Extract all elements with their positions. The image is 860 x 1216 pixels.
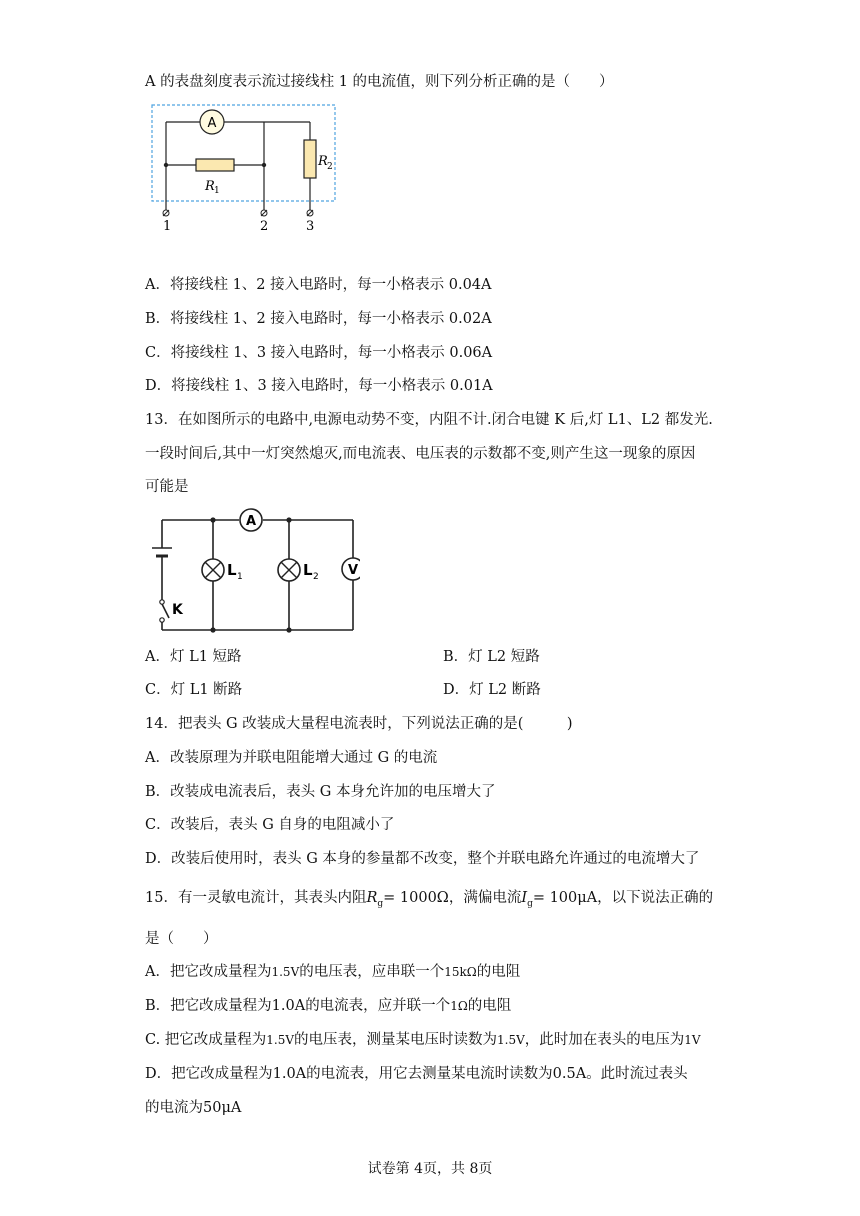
svg-text:2: 2 <box>327 162 333 172</box>
q14-option-d: D．改装后使用时，表头 G 本身的参量都不改变，整个并联电路允许通过的电流增大了 <box>145 851 700 867</box>
q13-circuit-figure <box>152 508 360 636</box>
svg-text:K: K <box>172 602 183 618</box>
q13-stem-line3: 可能是 <box>145 479 189 495</box>
svg-text:2: 2 <box>313 572 319 582</box>
q15-stem-line1: 15．有一灵敏电流计，其表头内阻$R_g= 1000\Omega$，满偏电流$I_g= 100\mu A$，以下说法正确的 <box>145 890 714 909</box>
switch-contact-top <box>160 600 164 604</box>
svg-text:R: R <box>318 154 328 169</box>
q13-stem-line1: 13．在如图所示的电路中,电源电动势不变，内阻不计.闭合电键 K 后,灯 L1、L2 都发光. <box>145 412 713 428</box>
q13-option-a: A．灯 L1 短路 <box>145 649 242 665</box>
q12-option-c: C．将接线柱 1、3 接入电路时，每一小格表示 0.06A <box>145 345 493 361</box>
q14-stem: 14．把表头 G 改装成大量程电流表时，下列说法正确的是( ) <box>145 716 573 732</box>
svg-text:3: 3 <box>306 219 315 234</box>
q15-option-d: D．把它改成量程为1.0A的电流表，用它去测量某电流时读数为0.5A。此时流过表头 <box>145 1066 688 1082</box>
svg-text:1: 1 <box>163 219 172 234</box>
q15-option-c: C. 把它改成量程为1.5V的电压表，测量某电压时读数为1.5V，此时加在表头的电压为1V <box>145 1032 701 1048</box>
svg-text:L: L <box>303 561 313 579</box>
q12-option-a: A．将接线柱 1、2 接入电路时，每一小格表示 0.04A <box>145 277 492 293</box>
q12-option-d: D．将接线柱 1、3 接入电路时，每一小格表示 0.01A <box>145 378 493 394</box>
q14-option-c: C．改装后，表头 G 自身的电阻减小了 <box>145 817 395 833</box>
page-footer: 试卷第 4页，共 8页 <box>367 1161 493 1177</box>
svg-text:A: A <box>207 116 217 131</box>
resistor-r1 <box>196 159 234 171</box>
q12-stem: A 的表盘刻度表示流过接线柱 1 的电流值，则下列分析正确的是（ ） <box>145 74 614 90</box>
q14-option-a: A．改装原理为并联电阻能增大通过 G 的电流 <box>145 750 438 766</box>
q13-option-b: B．灯 L2 短路 <box>443 649 540 665</box>
q13-stem-line2: 一段时间后,其中一灯突然熄灭,而电流表、电压表的示数都不变,则产生这一现象的原因 <box>145 446 696 462</box>
svg-text:R: R <box>205 179 215 194</box>
switch-contact-bottom <box>160 618 164 622</box>
q12-option-b: B．将接线柱 1、2 接入电路时，每一小格表示 0.02A <box>145 311 492 327</box>
q13-option-c: C．灯 L1 断路 <box>145 682 243 698</box>
q14-option-b: B．改装成电流表后，表头 G 本身允许加的电压增大了 <box>145 784 496 800</box>
svg-text:1: 1 <box>237 572 243 582</box>
resistor-r2 <box>304 140 316 178</box>
svg-text:L: L <box>227 561 237 579</box>
q12-circuit-figure <box>148 102 340 234</box>
q13-option-d: D．灯 L2 断路 <box>443 682 541 698</box>
q15-option-d-line2: 的电流为50μA <box>145 1100 242 1116</box>
q15-stem-line2: 是（ ） <box>145 931 218 947</box>
svg-text:2: 2 <box>260 219 269 234</box>
svg-text:1: 1 <box>214 186 220 196</box>
q15-option-b: B．把它改成量程为1.0A的电流表，应并联一个1Ω的电阻 <box>145 998 512 1014</box>
q15-option-a: A．把它改成量程为1.5V的电压表，应串联一个15kΩ的电阻 <box>145 964 521 980</box>
svg-text:V: V <box>347 563 359 578</box>
svg-text:A: A <box>245 514 257 529</box>
